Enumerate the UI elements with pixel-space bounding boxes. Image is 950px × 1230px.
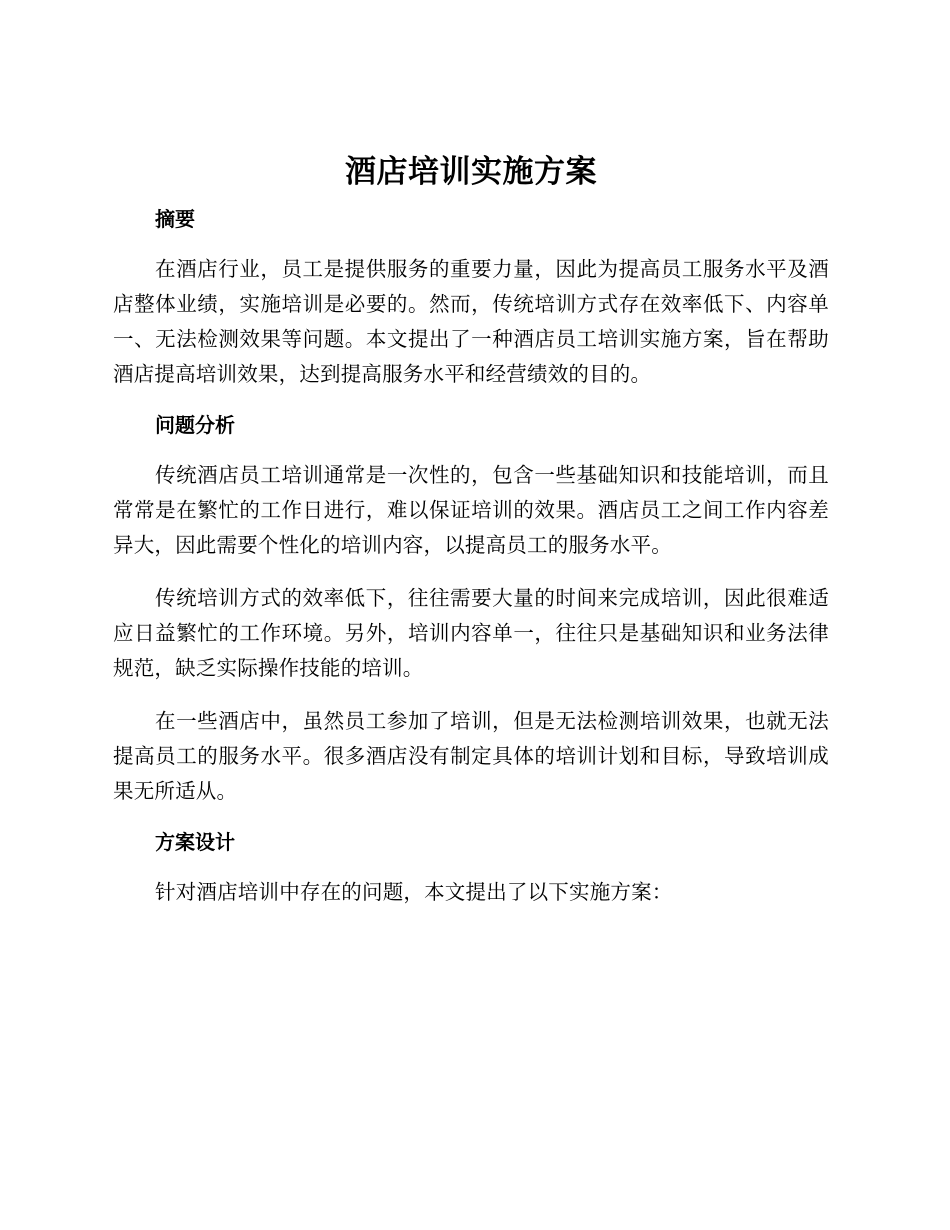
section-heading-problem-analysis: 问题分析 — [155, 413, 235, 437]
document-body — [113, 150, 829, 910]
section-heading-solution-design: 方案设计 — [155, 830, 235, 854]
document-title: 酒店培训实施方案 — [345, 154, 597, 190]
abstract-paragraph: 在酒店行业，员工是提供服务的重要力量，因此为提高员工服务水平及酒店整体业绩，实施培训是必要的。然而，传统培训方式存在效率低下、内容单一、无法检测效果等问题。本文提出了一种酒店员工培训实施方案，旨在帮助酒店提高培训效果，达到提高服务水平和经营绩效的目的。 — [113, 257, 829, 386]
solution-paragraph-1: 针对酒店培训中存在的问题，本文提出了以下实施方案： — [155, 880, 673, 904]
problem-paragraph-2: 传统培训方式的效率低下，往往需要大量的时间来完成培训，因此很难适应日益繁忙的工作环境。另外，培训内容单一，往往只是基础知识和业务法律规范，缺乏实际操作技能的培训。 — [113, 586, 829, 680]
problem-paragraph-1: 传统酒店员工培训通常是一次性的，包含一些基础知识和技能培训，而且常常是在繁忙的工作日进行，难以保证培训的效果。酒店员工之间工作内容差异大，因此需要个性化的培训内容，以提高员工的服务水平。 — [113, 463, 829, 557]
problem-paragraph-3: 在一些酒店中，虽然员工参加了培训，但是无法检测培训效果，也就无法提高员工的服务水平。很多酒店没有制定具体的培训计划和目标，导致培训成果无所适从。 — [113, 709, 829, 803]
section-heading-abstract: 摘要 — [155, 207, 195, 231]
